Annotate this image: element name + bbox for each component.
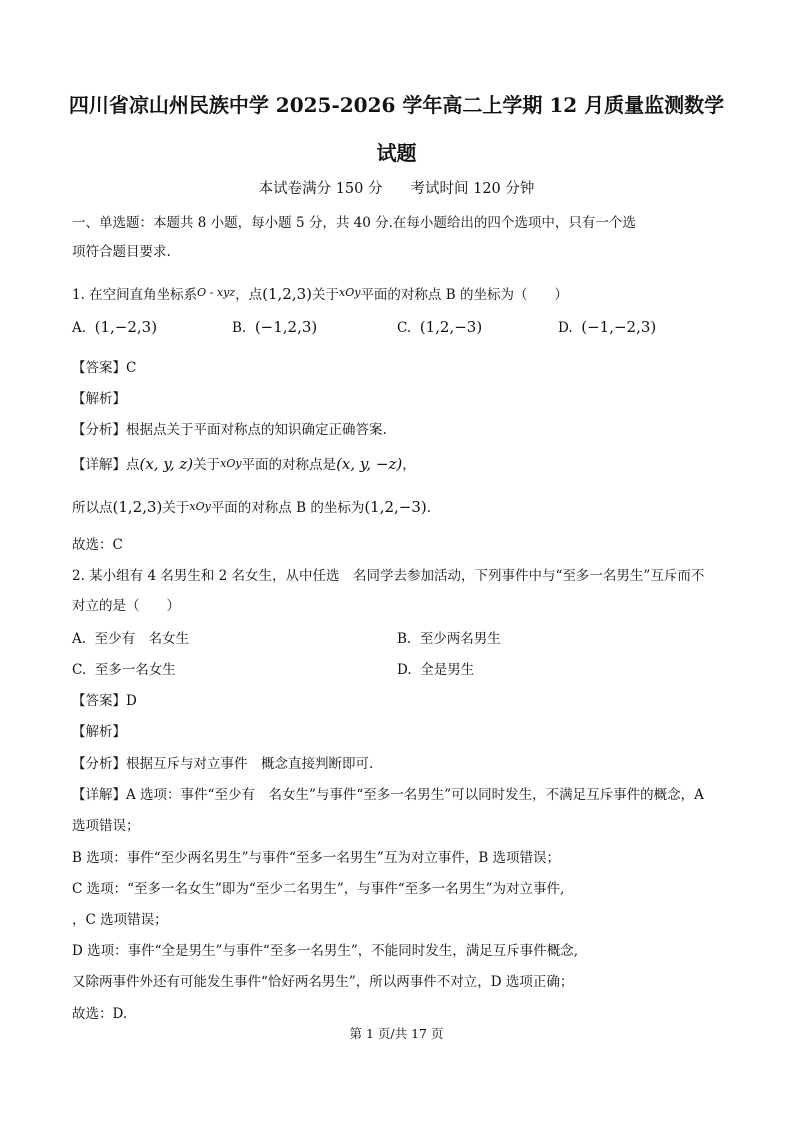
q1-so-text: 平面的对称点 B 的坐标为 (210, 500, 365, 516)
q1-so-text: 关于 (162, 500, 190, 516)
q2-option-c (72, 658, 176, 678)
q1-plane: xOy (339, 286, 361, 299)
q1-option-a (72, 318, 157, 336)
q2-answer: 【答案】D (72, 693, 137, 709)
q1-so-plane: xOy (189, 500, 211, 513)
q2-option-a (72, 627, 189, 647)
q2-detail-line2: 选项错误； (72, 818, 140, 834)
q1-detail-text: 平面的对称点是 (241, 457, 337, 473)
q1-coord-system: O - xyz (197, 286, 236, 299)
q1-option-b (232, 318, 317, 336)
option-label: C. (397, 320, 412, 336)
q1-stem-text: 平面的对称点 B 的坐标为（ ） (360, 287, 568, 303)
option-value: (1,−2,3) (94, 318, 158, 336)
q1-point: (1,2,3) (262, 285, 312, 303)
option-value: (−1,2,3) (254, 318, 318, 336)
q1-stem-text: 关于 (312, 287, 339, 303)
option-label: A. (72, 320, 87, 336)
q2-conclusion: 故选：D. (72, 1006, 128, 1022)
option-value: 至少两名男生 (419, 631, 501, 647)
section-heading-line2: 项符合题目要求. (72, 244, 171, 260)
option-label: B. (397, 631, 412, 647)
q2-analysis-heading: 【解析】 (72, 724, 126, 740)
option-value: 至少有 名女生 (94, 631, 190, 647)
q1-stem (72, 283, 568, 303)
q2-option-d (397, 658, 474, 678)
page-title-line1: 四川省凉山州民族中学 2025-2026 学年高二上学期 12 月质量监测数学 (68, 93, 725, 117)
q2-detail-line6: D 选项：事件“全是男生”与事件“至多一名男生”，不能同时发生，满足互斥事件概念, (72, 943, 579, 959)
option-label: A. (72, 631, 87, 647)
option-label: C. (72, 662, 87, 678)
page-title-line2: 试题 (376, 141, 417, 165)
q2-stem-line2: 对立的是（ ） (72, 598, 180, 614)
exam-info (0, 177, 793, 198)
q1-so-text: 所以点 (72, 500, 113, 516)
q2-option-b (397, 627, 501, 647)
q1-detail-plane: xOy (220, 457, 242, 470)
q2-detail-line4: C 选项：“至多一名女生”即为“至少二名男生”，与事件“至多一名男生”为对立事件, (72, 881, 565, 897)
q1-detail-text: 关于 (193, 457, 221, 473)
exam-score: 本试卷满分 150 分 (258, 181, 383, 197)
q2-stem-line1: 2. 某小组有 4 名男生和 2 名女生，从中任选 名同学去参加活动，下列事件中与“至多一名男生”互斥而不 (72, 568, 705, 584)
option-value: 全是男生 (420, 662, 475, 678)
option-label: D. (397, 662, 412, 678)
q1-answer: 【答案】C (72, 360, 137, 376)
q2-detail-line5: ，C 选项错误； (72, 912, 168, 928)
q1-so-point: (1,2,3) (112, 498, 163, 516)
q1-analysis-heading: 【解析】 (72, 391, 126, 407)
q1-analysis: 【分析】根据点关于平面对称点的知识确定正确答案. (72, 422, 387, 438)
q1-option-d (558, 318, 656, 336)
q1-detail-point: (x, y, z) (139, 455, 194, 473)
q1-stem-text: ，点 (235, 287, 263, 303)
page-footer: 第 1 页/共 17 页 (349, 1026, 444, 1041)
q1-detail-text: 【详解】点 (72, 457, 140, 473)
q2-detail-line7: 又除两事件外还有可能发生事件“恰好两名男生”，所以两事件不对立，D 选项正确； (72, 974, 574, 990)
q1-so-result: (1,2,−3) (364, 498, 427, 516)
option-label: D. (558, 320, 573, 336)
q1-stem-text: 1. 在空间直角坐标系 (72, 287, 198, 303)
option-label: B. (232, 320, 247, 336)
q2-analysis: 【分析】根据互斥与对立事件 概念直接判断即可. (72, 756, 374, 772)
option-value: (1,2,−3) (419, 318, 483, 336)
q1-so-text: . (426, 500, 432, 516)
section-heading-line1: 一、单选题：本题共 8 小题，每小题 5 分，共 40 分.在每小题给出的四个选项中，只有一个选 (72, 215, 636, 231)
q1-option-c (397, 318, 482, 336)
q1-detail-result: (x, y, −z) (336, 455, 403, 473)
exam-time: 考试时间 120 分钟 (410, 181, 535, 197)
q1-so (72, 496, 431, 516)
q2-detail-line3: B 选项：事件“至少两名男生”与事件“至多一名男生”互为对立事件，B 选项错误； (72, 850, 561, 866)
q1-detail (72, 453, 416, 473)
q2-detail-line1: 【详解】A 选项：事件“至少有 名女生”与事件“至多一名男生”可以同时发生，不满足互斥事件的概念，A (72, 787, 704, 803)
q1-conclusion: 故选：C (72, 537, 123, 553)
option-value: (−1,−2,3) (581, 318, 657, 336)
option-value: 至多一名女生 (94, 662, 176, 678)
q1-detail-text: ， (402, 457, 416, 473)
